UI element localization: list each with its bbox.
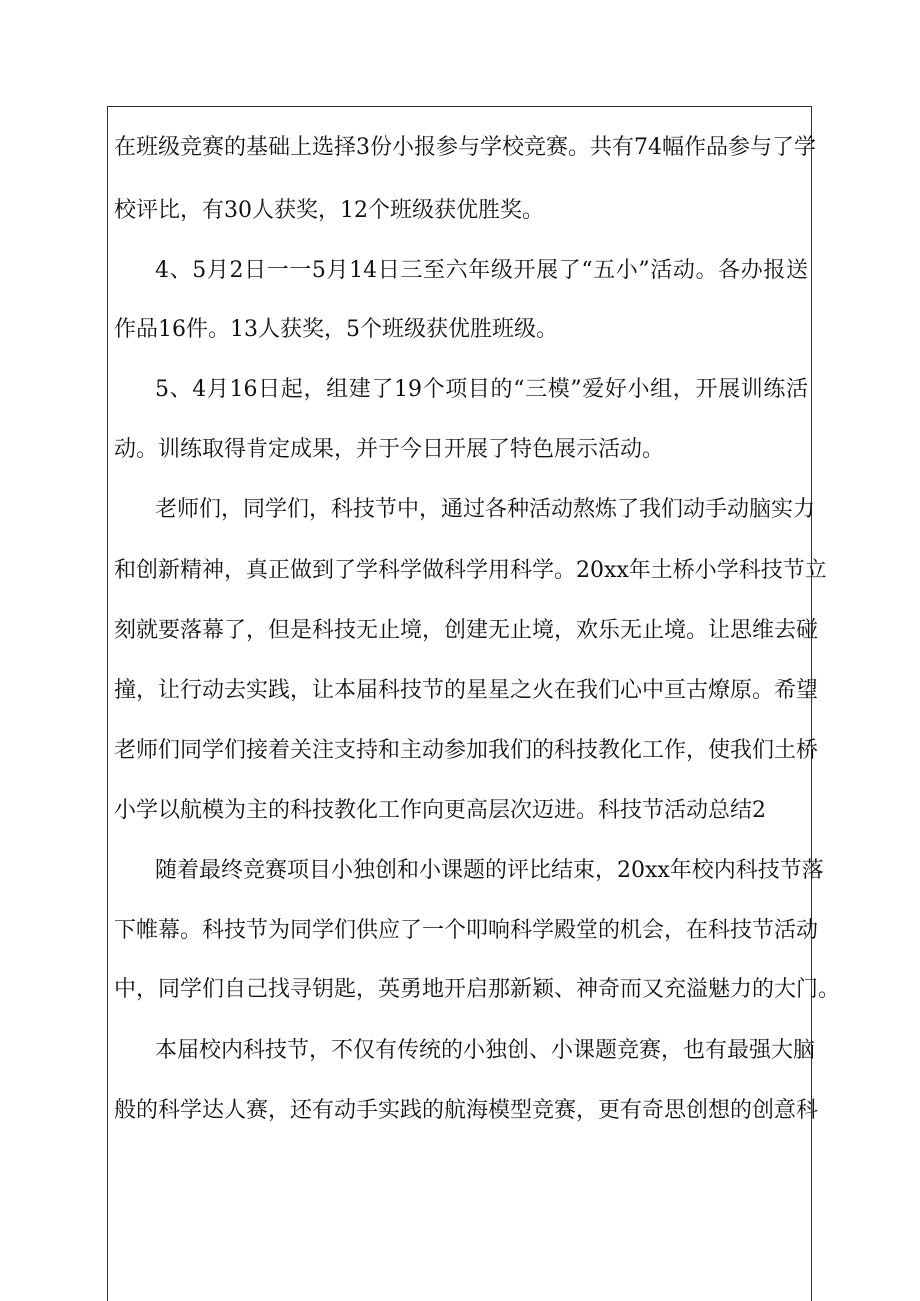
text-line: 老师们，同学们，科技节中，通过各种活动熬炼了我们动手动脑实力	[155, 497, 816, 522]
text-line: 下帷幕。科技节为同学们供应了一个叩响科学殿堂的机会，在科技节活动	[114, 918, 819, 943]
text-line: 本届校内科技节，不仅有传统的小独创、小课题竞赛，也有最强大脑	[155, 1038, 816, 1063]
text-line: 5、4月16日起，组建了19个项目的“三模”爱好小组，开展训练活	[155, 377, 808, 402]
text-line: 在班级竞赛的基础上选择3份小报参与学校竞赛。共有74幅作品参与了学	[114, 135, 816, 160]
text-line: 刻就要落幕了，但是科技无止境，创建无止境，欢乐无止境。让思维去碰	[114, 618, 819, 643]
text-line: 中，同学们自己找寻钥匙，英勇地开启那新颖、神奇而又充溢魅力的大门。	[114, 977, 841, 1002]
text-line: 动。训练取得肯定成果，并于今日开展了特色展示活动。	[114, 437, 665, 462]
text-line: 和创新精神，真正做到了学科学做科学用科学。20xx年土桥小学科技节立	[114, 558, 827, 583]
text-line: 随着最终竞赛项目小独创和小课题的评比结束，20xx年校内科技节落	[155, 858, 824, 883]
text-line: 般的科学达人赛，还有动手实践的航海模型竞赛，更有奇思创想的创意科	[114, 1098, 819, 1123]
text-line: 小学以航模为主的科技教化工作向更高层次迈进。科技节活动总结2	[114, 798, 766, 823]
text-line: 校评比，有30人获奖，12个班级获优胜奖。	[114, 198, 544, 223]
text-line: 撞，让行动去实践，让本届科技节的星星之火在我们心中亘古燎原。希望	[114, 678, 819, 703]
text-line: 4、5月2日一一5月14日三至六年级开展了“五小”活动。各办报送	[155, 258, 808, 283]
text-line: 作品16件。13人获奖，5个班级获优胜班级。	[114, 317, 558, 342]
text-line: 老师们同学们接着关注支持和主动参加我们的科技教化工作，使我们土桥	[114, 738, 819, 763]
